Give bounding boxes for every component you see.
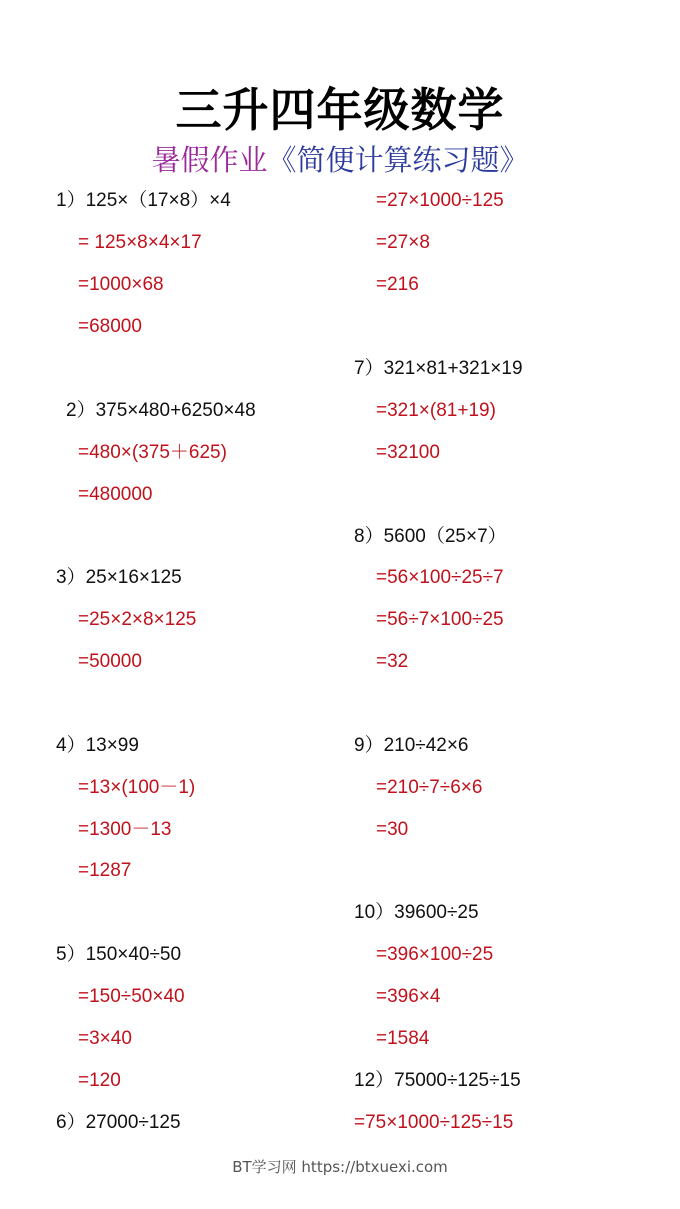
problem-8-step-2: =56÷7×100÷25 xyxy=(376,609,504,630)
problem-10-step-3: =1584 xyxy=(376,1028,430,1049)
problem-7-question: 7）321×81+321×19 xyxy=(354,358,523,379)
problem-9-step-2: =30 xyxy=(376,819,409,840)
problem-2-question: 2）375×480+6250×48 xyxy=(66,400,256,421)
problem-6-step-2: =27×8 xyxy=(376,232,430,253)
problem-7-step-2: =32100 xyxy=(376,442,440,463)
problem-8-step-1: =56×100÷25÷7 xyxy=(376,567,504,588)
problem-5-step-3: =120 xyxy=(78,1070,121,1091)
problem-10-question: 10）39600÷25 xyxy=(354,902,479,923)
problem-10-step-1: =396×100÷25 xyxy=(376,944,494,965)
page-subtitle xyxy=(0,138,680,179)
problem-3-question: 3）25×16×125 xyxy=(56,567,182,588)
problem-5-question: 5）150×40÷50 xyxy=(56,944,182,965)
problem-6-step-3: =216 xyxy=(376,274,419,295)
problem-4-step-1: =13×(100－1) xyxy=(78,777,196,798)
problem-1-step-1: = 125×8×4×17 xyxy=(78,232,202,253)
problem-7-step-1: =321×(81+19) xyxy=(376,400,496,421)
problem-12-step-1: =75×1000÷125÷15 xyxy=(354,1112,514,1133)
problem-2-step-2: =480000 xyxy=(78,484,153,505)
problem-3-step-1: =25×2×8×125 xyxy=(78,609,197,630)
footer-source: BT学习网 https://btxuexi.com xyxy=(232,1158,448,1176)
problem-4-step-2: =1300－13 xyxy=(78,819,172,840)
problem-1-question: 1）125×（17×8）×4 xyxy=(56,190,231,211)
problem-8-question: 8）5600（25×7） xyxy=(354,526,507,547)
problem-6-step-1: =27×1000÷125 xyxy=(376,190,504,211)
problem-9-question: 9）210÷42×6 xyxy=(354,735,469,756)
problem-3-step-2: =50000 xyxy=(78,651,142,672)
problem-8-step-3: =32 xyxy=(376,651,409,672)
problem-5-step-2: =3×40 xyxy=(78,1028,132,1049)
problem-9-step-1: =210÷7÷6×6 xyxy=(376,777,483,798)
problem-1-step-2: =1000×68 xyxy=(78,274,164,295)
problem-10-step-2: =396×4 xyxy=(376,986,441,1007)
problem-5-step-1: =150÷50×40 xyxy=(78,986,185,1007)
problem-4-question: 4）13×99 xyxy=(56,735,139,756)
page-title: 三升四年级数学 xyxy=(175,83,505,137)
subtitle-bracket: 《简便计算练习题》 xyxy=(267,143,529,177)
subtitle-main: 暑假作业 xyxy=(151,143,268,177)
problem-2-step-1: =480×(375＋625) xyxy=(78,442,227,463)
problem-4-step-3: =1287 xyxy=(78,860,132,881)
problem-1-step-3: =68000 xyxy=(78,316,142,337)
problem-12-question: 12）75000÷125÷15 xyxy=(354,1070,521,1091)
problem-6-question: 6）27000÷125 xyxy=(56,1112,181,1133)
